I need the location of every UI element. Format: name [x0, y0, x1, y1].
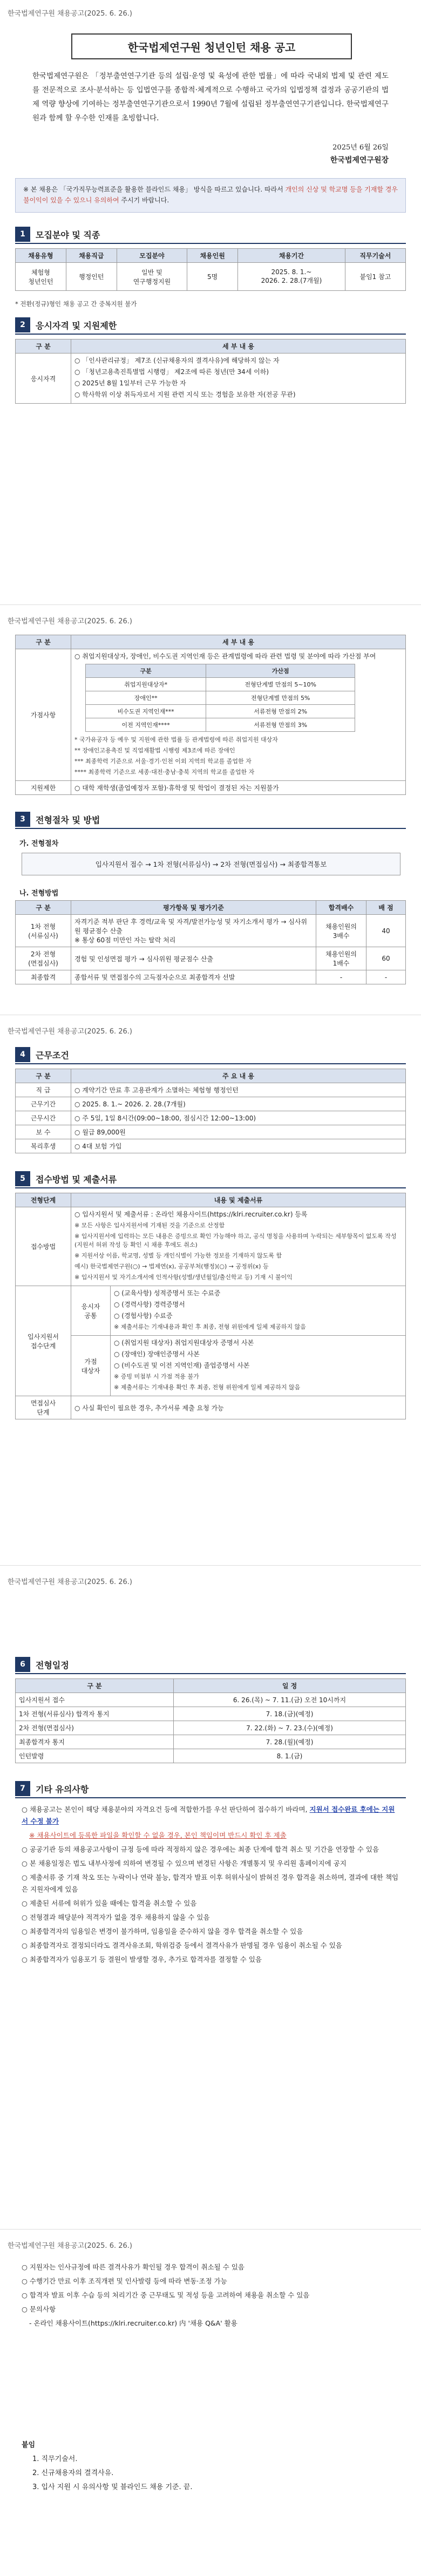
- table-cell: -: [316, 970, 366, 984]
- list-item: ○ 공공기관 등의 채용공고사항이 규정 등에 따라 적정하지 않은 경우에는 최종 단계에 합격 취소 및 기간을 연장할 수 있음: [22, 1845, 379, 1853]
- method-note: ※ 입사지원서에 입력하는 모든 내용은 증빙으로 확인 가능해야 하고, 공식 명칭을 사용하며 누락되는 세부항목이 없도록 작성(지원서 허위 작성 등 확인 시 채용 후에도 취소): [74, 1233, 397, 1248]
- page-1: [0, 0, 421, 378]
- table-cell: 일반 및 연구행정지원: [117, 263, 187, 291]
- application-method: ○ 입사지원서 및 제출서류 : 온라인 채용사이트(https://klri.recruiter.co.kr) 등록 ※ 모든 사항은 입사지원서에 기재된 것을 기준으로 산정함 ※ 입사지원서에 입력하는 모든 내용은 증빙으로 확인 가능해야 하고, 공식 명칭을 사용하며 누락되는 세부항목이 없도록 작성(지원서 허위 작성 등 확인 시 채용 후에도 취소) ※ 지원서상 이름, 학교명, 성별 등 개인식별이 가능한 정보를 기재하지 않도록 함 예시) 한국법제연구원(○) → 법제연(x), 공공부처(행정)(○) → 공정위(x) 등 ※ 입사지원서 및 자기소개서에 인적사항(성별/생년월일/출신학교 등) 기재 시 불이익: [71, 1207, 406, 1286]
- process-flow: 입사지원서 접수 → 1차 전형(서류심사) → 2차 전형(면접심사) → 최종합격통보: [22, 853, 400, 875]
- document-note: ※ 제출서류는 기재내용 확인 후 최종, 전형 위원에게 일체 제공하지 않음: [114, 1384, 301, 1391]
- table-header: 세 부 내 용: [71, 339, 406, 354]
- contact-info: - 온라인 채용사이트(https://klri.recruiter.co.kr) 内 '채용 Q&A' 활용: [29, 2319, 237, 2327]
- bonus-table: [15, 635, 406, 795]
- section-title: 근무조건: [36, 1050, 69, 1061]
- section-number: 4: [15, 1047, 30, 1062]
- list-item: ○ 최종합격자가 임용포기 등 결원이 발생할 경우, 추가로 합격자를 결정할 수 있음: [22, 1955, 262, 1963]
- common-documents: ○ (교육사항) 성적증명서 또는 수료증 ○ (경력사항) 경력증명서 ○ (경험사항) 수료증 ※ 제출서류는 기재내용과 확인 후 최종, 전형 위원에게 일체 제공하지 않음: [111, 1286, 406, 1336]
- attachments: [22, 2439, 399, 2496]
- section-divider: [15, 243, 406, 244]
- table-cell: 최종합격자 통지: [16, 1735, 174, 1749]
- attachment-item: 2. 신규채용자의 결격사유.: [32, 2469, 114, 2477]
- section-title: 전형절차 및 방법: [36, 814, 100, 825]
- attachment-item: 1. 직무기술서.: [32, 2455, 78, 2463]
- table-cell: 비수도권 지역인재***: [86, 705, 206, 718]
- document-note: ※ 제출서류는 기재내용과 확인 후 최종, 전형 위원에게 일체 제공하지 않음: [114, 1323, 306, 1330]
- note-text: 지원자는 인사규정에 따른 결격사유가 확인될 경우 합격이 취소될 수 있음: [29, 2263, 245, 2271]
- table-header: 배 점: [366, 901, 406, 915]
- table-cell: 40: [366, 915, 406, 947]
- section-4-header: [15, 1047, 69, 1062]
- table-cell: 채용인원의 3배수: [316, 915, 366, 947]
- note-warning: ※ 채용사이트에 등록한 파일을 확인할 수 없을 경우, 본인 책임이며 반드시 확인 후 제출: [29, 1831, 287, 1839]
- method-note: ※ 지원서상 이름, 학교명, 성별 등 개인식별이 가능한 정보를 기재하지 않도록 함: [74, 1252, 282, 1259]
- attachment-label: 붙임: [22, 2441, 36, 2449]
- table-sub-label: 응시자 공통: [71, 1286, 111, 1336]
- table-cell: 채용인원의 1배수: [316, 947, 366, 970]
- list-item-text: 2025년 8월 1일부터 근무 가능한 자: [82, 379, 186, 387]
- list-item-text: 학사학위 이상 취득자로서 지원 관련 지식 또는 경험을 보유한 자(전공 무관): [82, 391, 296, 398]
- method-note: ※ 입사지원서 및 자기소개서에 인적사항(성별/생년월일/출신학교 등) 기재 시 불이익: [74, 1274, 293, 1281]
- table-cell: 7. 22.(화) ~ 7. 23.(수)(예정): [174, 1721, 406, 1735]
- interview-stage: ○ 사실 확인이 필요한 경우, 추가서류 제출 요청 가능: [71, 1396, 406, 1419]
- cell-text: 4대 보험 가입: [82, 1143, 122, 1150]
- table-cell: 근무기간: [16, 1097, 71, 1111]
- table-cell: 8. 1.(금): [174, 1749, 406, 1763]
- table-cell: 인턴발령: [16, 1749, 174, 1763]
- note-text: 제출서류 중 기재 착오 또는 누락이나 연락 불능, 합격자 발표 이후 허위사실이 밝혀진 경우 합격을 취소하며, 결과에 대한 책임은 지원자에게 있음: [22, 1873, 399, 1893]
- document-item: (교육사항) 성적증명서 또는 수료증: [121, 1289, 221, 1297]
- table-cell: 종합서류 및 면접점수의 고득점자순으로 최종합격자 선발: [71, 970, 316, 984]
- section-title: 모집분야 및 직종: [36, 229, 100, 240]
- list-item: ○ 제출서류 중 기재 착오 또는 누락이나 연락 불능, 합격자 발표 이후 허위사실이 밝혀진 경우 합격을 취소하며, 결과에 대한 책임은 지원자에게 있음: [22, 1873, 399, 1893]
- table-cell: 보 수: [16, 1125, 71, 1139]
- section-number: 1: [15, 227, 30, 242]
- list-item: ○ 최종합격자로 결정되더라도 결격사유조회, 학위검증 등에서 결격사유가 판명될 경우 임용이 취소될 수 있음: [22, 1941, 342, 1949]
- table-cell: 복리후생: [16, 1139, 71, 1153]
- section-divider: [15, 828, 406, 829]
- section-divider: [15, 1187, 406, 1188]
- section-number: 7: [15, 1781, 30, 1796]
- table-cell: 근무시간: [16, 1111, 71, 1125]
- table-cell: 6. 26.(목) ~ 7. 11.(금) 오전 10시까지: [174, 1693, 406, 1707]
- table-cell: 2025. 8. 1.~ 2026. 2. 28.(7개월): [238, 263, 345, 291]
- page-separator: [0, 2229, 421, 2230]
- table-sub-label: 가점 대상자: [71, 1336, 111, 1396]
- table-header: 내용 및 제출서류: [71, 1193, 406, 1207]
- table-row-label: 면접심사 단계: [16, 1396, 71, 1419]
- table-header: 평가항목 및 평가기준: [71, 901, 316, 915]
- list-item: ○ 전형결과 해당분야 적격자가 없을 경우 채용하지 않을 수 있음: [22, 1913, 210, 1921]
- table-header: 세 부 내 용: [71, 635, 406, 649]
- section-title: 전형일정: [36, 1660, 69, 1670]
- schedule-table: [15, 1678, 406, 1763]
- table-cell: ○ 월급 89,000원: [71, 1125, 406, 1139]
- table-cell: 60: [366, 947, 406, 970]
- bonus-details: ○ 취업지원대상자, 장애인, 비수도권 지역인재 등은 관계법령에 따라 관련 법령 및 분야에 따라 가산점 부여 구분 가산점 취업지원대상자* 전형단계별 만점의 5~10% 장애인** 전형단계별 만점의 5% 비수도권 지역인재*** 서류전형 만점의 2% 이전 지역인재**** 서류전형 만점의 3% * 국가유공자 등 예우 및 지원에 관한 법률 등 관계법령에 따른 취업지원 대상자 ** 장애인고용촉진 및 직업재활법 시행령 제3조에 따른 장애인 *** 최종학력 기준으로 서울·경기·인천 이외 지역의 학교를 졸업한 자 **** 최종학력 기준으로 세종·대전·충남·충북 지역의 학교를 졸업한 자: [71, 649, 406, 781]
- notes-list-continued: [22, 2261, 399, 2332]
- notice-text: ※ 본 채용은 「국가직무능력표준을 활용한 블라인드 채용」 방식을 따르고 있습니다. 따라서: [23, 186, 286, 193]
- table-cell: 전형단계별 만점의 5~10%: [206, 678, 355, 691]
- cell-text: 주 5일, 1일 8시간(09:00~18:00, 점심시간 12:00~13:00): [82, 1114, 256, 1122]
- table-cell: 취업지원대상자*: [86, 678, 206, 691]
- section-divider: [15, 1063, 406, 1064]
- note-text: 본 채용일정은 법도 내부사정에 의하여 변경될 수 있으며 변경된 사항은 개별통지 및 우리원 홈페이지에 공지: [29, 1859, 347, 1867]
- table-cell: 붙임1 참고: [345, 263, 405, 291]
- footnote: *** 최종학력 기준으로 서울·경기·인천 이외 지역의 학교를 졸업한 자: [74, 758, 252, 765]
- bonus-points-table: [85, 664, 355, 732]
- table-header: 직무기술서: [345, 249, 405, 263]
- table-cell: 5명: [187, 263, 238, 291]
- table-header: 채용유형: [16, 249, 66, 263]
- notes-list: [22, 1804, 399, 1968]
- table-header: 채용직급: [66, 249, 117, 263]
- qualification-table: [15, 339, 406, 404]
- selection-method-table: [15, 900, 406, 984]
- document-item: (취업지원 대상자) 취업지원대상자 증명서 사본: [121, 1339, 254, 1347]
- table-cell: ○ 계약기간 만료 후 고용관계가 소멸하는 체험형 행정인턴: [71, 1083, 406, 1097]
- restriction-text: ○ 대학 재학생(졸업예정자 포함)·휴학생 및 학업이 결정된 자는 지원불가: [71, 781, 406, 795]
- page-header-label: 한국법제연구원 채용공고(2025. 6. 26.): [8, 1028, 132, 1036]
- list-item: ○ 지원자는 인사규정에 따른 결격사유가 확인될 경우 합격이 취소될 수 있음: [22, 2263, 245, 2271]
- section-divider: [15, 1797, 406, 1798]
- note-text: 공공기관 등의 채용공고사항이 규정 등에 따라 적정하지 않은 경우에는 최종 단계에 합격 취소 및 기간을 연장할 수 있음: [29, 1845, 379, 1853]
- method-note: ※ 모든 사항은 입사지원서에 기재된 것을 기준으로 산정함: [74, 1222, 225, 1229]
- list-item: ○ 합격자 발표 이후 수습 등의 처리기간 중 근무태도 및 적성 등을 고려하여 채용을 취소할 수 있음: [22, 2291, 310, 2299]
- section-number: 3: [15, 812, 30, 827]
- application-table: [15, 1193, 406, 1419]
- section-3-header: [15, 812, 100, 827]
- table-header: 구 분: [16, 1679, 174, 1693]
- list-item: ○ 제출된 서류에 허위가 있을 때에는 합격을 취소할 수 있음: [22, 1899, 197, 1907]
- section-divider: [15, 1673, 406, 1674]
- cell-text: 2025. 8. 1.~ 2026. 2. 28.(7개월): [82, 1100, 186, 1108]
- table-cell: 최종합격: [16, 970, 71, 984]
- table-cell: 7. 28.(월)(예정): [174, 1735, 406, 1749]
- table-header: 구 분: [16, 339, 71, 354]
- document-item: (비수도권 및 이전 지역인재) 졸업증명서 사본: [121, 1362, 250, 1369]
- table-header: 가산점: [206, 664, 355, 678]
- page-header-label: 한국법제연구원 채용공고(2025. 6. 26.): [8, 617, 132, 626]
- table-cell: 장애인**: [86, 691, 206, 705]
- page-separator: [0, 1565, 421, 1566]
- note-text: 전형결과 해당분야 적격자가 없을 경우 채용하지 않을 수 있음: [29, 1913, 210, 1921]
- note-text: 채용공고는 본인이 해당 채용분야의 자격요건 등에 적합한가를 우선 판단하여 접수하기 바라며,: [29, 1805, 310, 1813]
- list-item: ○ 「청년고용촉진특별법 시행령」 제2조에 따른 청년(만 34세 이하): [74, 368, 269, 376]
- document-item: (장애인) 장애인증명서 사본: [121, 1350, 200, 1358]
- table-row-label: 입사지원서 접수단계: [16, 1286, 71, 1396]
- table-row-label: 지원제한: [16, 781, 71, 795]
- footnote: ** 장애인고용촉진 및 직업재활법 시행령 제3조에 따른 장애인: [74, 747, 235, 754]
- working-conditions-table: [15, 1069, 406, 1153]
- note-text: 합격자 발표 이후 수습 등의 처리기간 중 근무태도 및 적성 등을 고려하여 채용을 취소할 수 있음: [29, 2291, 310, 2299]
- table-header: 주 요 내 용: [71, 1069, 406, 1083]
- list-item: ○ 학사학위 이상 취득자로서 지원 관련 지식 또는 경험을 보유한 자(전공 무관): [74, 391, 296, 398]
- section-1-header: [15, 227, 100, 242]
- page-title: 한국법제연구원 청년인턴 채용 공고: [71, 33, 352, 59]
- table-cell: 행정인턴: [66, 263, 117, 291]
- section-7-header: [15, 1781, 89, 1796]
- table-cell: 입사지원서 접수: [16, 1693, 174, 1707]
- list-item-text: 「인사관리규정」 제7조 (신규채용자의 결격사유)에 해당하지 않는 자: [82, 357, 280, 364]
- table-row-label: 응시자격: [16, 354, 71, 404]
- table-cell: 1차 전형(서류심사) 합격자 통지: [16, 1707, 174, 1721]
- table-row-label: 접수방법: [16, 1207, 71, 1286]
- table-cell: ○ 2025. 8. 1.~ 2026. 2. 28.(7개월): [71, 1097, 406, 1111]
- document-note: ※ 증빙 미첨부 시 가점 적용 불가: [114, 1373, 199, 1380]
- table-cell: 직 급: [16, 1083, 71, 1097]
- blind-hiring-notice: [15, 178, 406, 213]
- table-header: 채용기간: [238, 249, 345, 263]
- intro-paragraph: 한국법제연구원은 「정부출연연구기관 등의 설립·운영 및 육성에 관한 법률」에 따라 국내외 법제 및 관련 제도를 전문적으로 조사·분석하는 등 입법연구를 종합적·체계적으로 수행하고 국가의 입법정책 결정과 공공기관의 법제 역량 향상에 기여하는 정부출연연구기관으로서 1990년 7월에 설립된 정부출연연구기관입니다. 한국법제연구원과 함께 할 우수한 인재를 초빙합니다.: [32, 72, 389, 123]
- section-title: 접수방법 및 제출서류: [36, 1174, 117, 1185]
- table-header: 구 분: [16, 901, 71, 915]
- list-item: ○ 채용공고는 본인이 해당 채용분야의 자격요건 등에 적합한가를 우선 판단하여 접수하기 바라며, 지원서 접수완료 후에는 지원서 수정 불가: [22, 1805, 395, 1825]
- table-cell: 이전 지역인재****: [86, 718, 206, 732]
- section-5-header: [15, 1171, 117, 1186]
- list-item: ○ 본 채용일정은 법도 내부사정에 의하여 변경될 수 있으며 변경된 사항은 개별통지 및 우리원 홈페이지에 공지: [22, 1859, 347, 1867]
- table-header: 구 분: [16, 1069, 71, 1083]
- attachment-item: 3. 입사 지원 시 유의사항 및 블라인드 채용 기준. 끝.: [32, 2483, 193, 2491]
- footnote: * 국가유공자 등 예우 및 지원에 관한 법률 등 관계법령에 따른 취업지원 대상자: [74, 736, 278, 743]
- section-2-header: [15, 317, 117, 332]
- method-text: 입사지원서 및 제출서류 : 온라인 채용사이트(https://klri.recruiter.co.kr) 등록: [82, 1211, 308, 1218]
- table-header: 합격배수: [316, 901, 366, 915]
- organization-name: 한국법제연구원장: [330, 156, 389, 165]
- table-cell: 2차 전형 (면접심사): [16, 947, 71, 970]
- restriction-item: 대학 재학생(졸업예정자 포함)·휴학생 및 학업이 결정된 자는 지원불가: [82, 784, 279, 792]
- notice-text-end: 주시기 바랍니다.: [119, 196, 169, 204]
- page-header-label: 한국법제연구원 채용공고(2025. 6. 26.): [8, 1578, 132, 1586]
- section-number: 6: [15, 1657, 30, 1672]
- bonus-documents: ○ (취업지원 대상자) 취업지원대상자 증명서 사본 ○ (장애인) 장애인증명서 사본 ○ (비수도권 및 이전 지역인재) 졸업증명서 사본 ※ 증빙 미첨부 시 가점 적용 불가 ※ 제출서류는 기재내용 확인 후 최종, 전형 위원에게 일체 제공하지 않음: [111, 1336, 406, 1396]
- table-cell: ○ 4대 보험 가입: [71, 1139, 406, 1153]
- subsection-title: 가. 전형절차: [19, 840, 59, 848]
- qualification-list: [71, 354, 406, 404]
- page-separator: [0, 604, 421, 605]
- cell-text: 월급 89,000원: [82, 1129, 126, 1136]
- note-text: 최종합격자의 임용일은 변경이 불가하며, 임용일을 준수하지 않을 경우 합격을 취소할 수 있음: [29, 1927, 303, 1935]
- note-text: 제출된 서류에 허위가 있을 때에는 합격을 취소할 수 있음: [29, 1899, 197, 1907]
- recruitment-note: * 전환(정규)형인 채용 공고 간 중복지원 불가: [15, 300, 137, 308]
- section-number: 5: [15, 1171, 30, 1186]
- note-text: 최종합격자로 결정되더라도 결격사유조회, 학위검증 등에서 결격사유가 판명될 경우 임용이 취소될 수 있음: [29, 1941, 342, 1949]
- table-header: 모집분야: [117, 249, 187, 263]
- note-emphasis: 지원서 접수완료 후에는 지원서 수정 불가: [22, 1805, 395, 1825]
- table-header: 일 정: [174, 1679, 406, 1693]
- table-cell: 자격기준 적부 판단 후 경력/교육 및 자격/발전가능성 및 자기소개서 평가 → 심사위원 평균점수 산출 ※ 통상 60점 미만인 자는 탈락 처리: [71, 915, 316, 947]
- list-item: ○ 문의사항: [22, 2305, 56, 2313]
- note-text: 최종합격자가 임용포기 등 결원이 발생할 경우, 추가로 합격자를 결정할 수 있음: [29, 1955, 262, 1963]
- table-cell: -: [366, 970, 406, 984]
- list-item: ○ 「인사관리규정」 제7조 (신규채용자의 결격사유)에 해당하지 않는 자: [74, 357, 280, 364]
- bonus-main-text: 취업지원대상자, 장애인, 비수도권 지역인재 등은 관계법령에 따라 관련 법령 및 분야에 따라 가산점 부여: [82, 653, 376, 660]
- section-6-header: [15, 1657, 69, 1672]
- table-header: 채용인원: [187, 249, 238, 263]
- note-text: 수행기간 만료 이후 조직개편 및 인사발령 등에 따라 변동·조정 가능: [29, 2277, 227, 2285]
- section-number: 2: [15, 317, 30, 332]
- list-item-text: 「청년고용촉진특별법 시행령」 제2조에 따른 청년(만 34세 이하): [82, 368, 269, 376]
- section-title: 기타 유의사항: [36, 1784, 89, 1795]
- table-cell: 체험형 청년인턴: [16, 263, 66, 291]
- note-text: 문의사항: [29, 2305, 56, 2313]
- list-item: ○ 최종합격자의 임용일은 변경이 불가하며, 임용일을 준수하지 않을 경우 합격을 취소할 수 있음: [22, 1927, 303, 1935]
- method-note: 예시) 한국법제연구원(○) → 법제연(x), 공공부처(행정)(○) → 공정위(x) 등: [74, 1263, 269, 1270]
- table-cell: 경험 및 인성면접 평가 → 심사위원 평균점수 산출: [71, 947, 316, 970]
- page-header-label: 한국법제연구원 채용공고(2025. 6. 26.): [8, 10, 132, 18]
- table-cell: 2차 전형(면접심사): [16, 1721, 174, 1735]
- table-cell: 1차 전형 (서류심사): [16, 915, 71, 947]
- table-cell: 서류전형 만점의 2%: [206, 705, 355, 718]
- notice-warning: 개인의 신상 및 학교명 등을 기재할 경우 불이익이 있을 수 있으니 유의하여: [23, 186, 398, 204]
- table-cell: 전형단계별 만점의 5%: [206, 691, 355, 705]
- table-cell: ○ 주 5일, 1일 8시간(09:00~18:00, 점심시간 12:00~13:00): [71, 1111, 406, 1125]
- document-item: (경력사항) 경력증명서: [121, 1301, 185, 1308]
- document-item: (경험사항) 수료증: [121, 1312, 173, 1320]
- section-title: 응시자격 및 지원제한: [36, 320, 117, 331]
- table-cell: 서류전형 만점의 3%: [206, 718, 355, 732]
- page-header-label: 한국법제연구원 채용공고(2025. 6. 26.): [8, 2242, 132, 2250]
- subsection-title: 나. 전형방법: [19, 889, 59, 898]
- interview-text: 사실 확인이 필요한 경우, 추가서류 제출 요청 가능: [82, 1404, 224, 1412]
- table-header: 구분: [86, 664, 206, 678]
- table-header: 구 분: [16, 635, 71, 649]
- list-item: [22, 1830, 399, 1841]
- list-item: ○ 2025년 8월 1일부터 근무 가능한 자: [74, 379, 186, 387]
- table-header: 전형단계: [16, 1193, 71, 1207]
- cell-text: 계약기간 만료 후 고용관계가 소멸하는 체험형 행정인턴: [82, 1086, 239, 1094]
- announcement-date: 2025년 6월 26일: [332, 144, 389, 152]
- table-cell: 7. 18.(금)(예정): [174, 1707, 406, 1721]
- recruitment-table: [15, 248, 406, 291]
- section-divider: [15, 334, 406, 335]
- list-item: ○ 수행기간 만료 이후 조직개편 및 인사발령 등에 따라 변동·조정 가능: [22, 2277, 227, 2285]
- footnote: **** 최종학력 기준으로 세종·대전·충남·충북 지역의 학교를 졸업한 자: [74, 769, 255, 776]
- table-row-label: 가점사항: [16, 649, 71, 781]
